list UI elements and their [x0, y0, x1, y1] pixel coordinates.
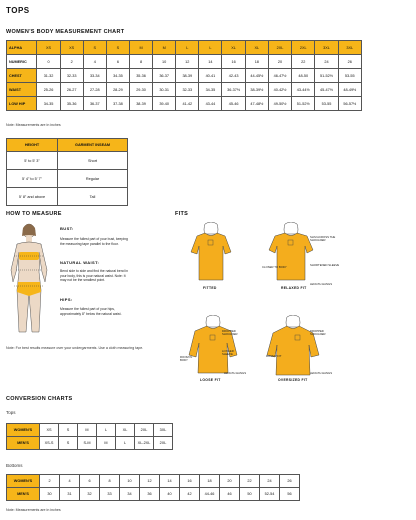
size-cell: 51-52½ [315, 69, 338, 83]
conversion-title: CONVERSION CHARTS [6, 396, 73, 402]
fitted-shirt-figure [185, 222, 237, 284]
waist-title: NATURAL WAIST: [60, 260, 100, 265]
conversion-row-label: WOMEN'S [7, 424, 40, 437]
size-cell: 42-43 [222, 69, 245, 83]
inseam-header-inseam: GARMENT INSEAM [58, 139, 128, 152]
size-cell: 46-47½ [268, 69, 291, 83]
conversion-cell: 52-54 [260, 488, 280, 501]
bust-text: Measure the fullest part of your bust, keeping the measuring tape parallel to the floor. [60, 237, 128, 246]
loose-shirt-figure [185, 315, 241, 377]
conversion-cell: 56 [280, 488, 300, 501]
size-cell: 18 [245, 55, 268, 69]
callout-dropped-shoulder: DROPPED SHOULDER [222, 329, 238, 337]
conversion-cell: 2 [40, 475, 60, 488]
conversion-cell: 18 [200, 475, 220, 488]
size-cell: 48-50 [292, 69, 315, 83]
size-cell: 53-55 [338, 69, 361, 83]
conversion-cell: 14 [160, 475, 180, 488]
conversion-cell: 4 [60, 475, 80, 488]
inseam-length: Short [58, 152, 128, 170]
callout-length-hangs: LENGTH HANGS [310, 282, 333, 286]
oversized-shirt-figure [265, 315, 321, 377]
conversion-cell: 24 [260, 475, 280, 488]
size-cell: 47-48½ [245, 97, 268, 111]
inseam-height: 5' 4" to 5' 7" [7, 170, 58, 188]
size-cell: 45-46 [222, 97, 245, 111]
conversion-row-label: MEN'S [7, 437, 40, 450]
size-cell: 35-36 [129, 69, 152, 83]
size-cell: 34-35 [106, 69, 129, 83]
inseam-header-height: HEIGHT [7, 139, 58, 152]
size-cell: XL [222, 41, 245, 55]
size-cell: 31-32 [37, 69, 60, 83]
conversion-cell: XS [40, 424, 59, 437]
size-cell: 38-39 [176, 69, 199, 83]
inseam-length: Regular [58, 170, 128, 188]
size-row [7, 83, 362, 97]
conversion-cell: 44-46 [200, 488, 220, 501]
conversion-cell: 6 [80, 475, 100, 488]
size-row-label: CHEST [7, 69, 37, 83]
conversion-row-label: WOMEN'S [7, 475, 40, 488]
size-cell: 33-34 [83, 69, 106, 83]
bottoms-conversion-table [6, 474, 300, 501]
size-cell: 6 [106, 55, 129, 69]
conversion-cell: 16 [180, 475, 200, 488]
fit-label-fitted: FITTED [203, 286, 217, 290]
size-cell: 36-37 [153, 69, 176, 83]
inseam-length: Tall [58, 188, 128, 206]
conversion-row [7, 488, 300, 501]
size-cell: 25-26 [37, 83, 60, 97]
how-to-measure-title: HOW TO MEASURE [6, 211, 62, 217]
conversion-row-label: MEN'S [7, 488, 40, 501]
size-cell: 32-33 [176, 83, 199, 97]
conversion-note: Note: Measurements are in inches [6, 508, 61, 512]
size-cell: 32-33 [60, 69, 83, 83]
conversion-cell: 50 [240, 488, 260, 501]
conversion-cell: 20 [220, 475, 240, 488]
size-cell: 14 [199, 55, 222, 69]
size-cell: 2XL [268, 41, 291, 55]
callout-dropped-shoulder: DROPPED SHOULDER [310, 329, 326, 337]
size-row [7, 55, 362, 69]
size-cell: 28-29 [106, 83, 129, 97]
size-table [6, 40, 362, 111]
conversion-cell: 42 [180, 488, 200, 501]
size-cell: 48-49½ [338, 83, 361, 97]
size-cell: 44-45½ [245, 69, 268, 83]
size-cell: 53-55 [315, 97, 338, 111]
size-cell: 45-47½ [315, 83, 338, 97]
size-row [7, 69, 362, 83]
size-cell: 34-35 [199, 83, 222, 97]
conversion-row [7, 475, 300, 488]
page-title: TOPS [6, 6, 30, 15]
hips-text: Measure the fullest part of your hips, approximately 8" below the natural waist. [60, 307, 122, 316]
size-cell: 43-44½ [292, 83, 315, 97]
size-cell: 22 [292, 55, 315, 69]
conversion-cell: M [97, 437, 116, 450]
bottoms-label: Bottoms [6, 463, 23, 468]
conversion-cell: L [97, 424, 116, 437]
conversion-cell: S-M [78, 437, 97, 450]
size-row-label: NUMERIC [7, 55, 37, 69]
size-cell: 34-35 [37, 97, 60, 111]
size-cell: 24 [315, 55, 338, 69]
callout-roomy-fit: ROOMY FIT [266, 354, 282, 358]
conversion-cell: M [78, 424, 97, 437]
conversion-cell: 8 [100, 475, 120, 488]
size-row-label: LOW HIP [7, 97, 37, 111]
size-cell: 37-38 [106, 97, 129, 111]
conversion-cell: L [116, 437, 135, 450]
size-cell: 27-28 [83, 83, 106, 97]
size-cell: 16 [222, 55, 245, 69]
size-row [7, 41, 362, 55]
size-cell: 49-50½ [268, 97, 291, 111]
size-cell: S [83, 41, 106, 55]
size-row-label: WAIST [7, 83, 37, 97]
inseam-height: 5' to 5' 3" [7, 152, 58, 170]
conversion-cell: 34 [120, 488, 140, 501]
size-cell: XL [245, 41, 268, 55]
size-cell: 51-52½ [292, 97, 315, 111]
conversion-cell: 10 [120, 475, 140, 488]
size-cell: 35-36 [60, 97, 83, 111]
size-cell: S [106, 41, 129, 55]
bust-title: BUST: [60, 226, 74, 231]
size-cell: 2 [60, 55, 83, 69]
inseam-height: 5' 8" and above [7, 188, 58, 206]
size-cell: 36-37½ [222, 83, 245, 97]
conversion-cell: 30 [40, 488, 60, 501]
size-cell: 26-27 [60, 83, 83, 97]
conversion-cell: S [59, 424, 78, 437]
size-cell: L [176, 41, 199, 55]
size-cell: 40-41 [199, 69, 222, 83]
conversion-cell: 46 [220, 488, 240, 501]
size-cell: 26 [338, 55, 361, 69]
fit-label-oversized: OVERSIZED FIT [278, 378, 308, 382]
conversion-cell: 26 [280, 475, 300, 488]
size-cell: 20 [268, 55, 291, 69]
hips-title: HIPS: [60, 297, 73, 302]
callout-slim-shoulder: SLIM ACROSS THE SHOULDER [310, 235, 336, 243]
conversion-cell: XS-S [40, 437, 59, 450]
size-cell: M [129, 41, 152, 55]
size-cell: 56-57½ [338, 97, 361, 111]
relaxed-shirt-figure [263, 222, 319, 284]
conversion-cell: 12 [140, 475, 160, 488]
size-cell: 8 [129, 55, 152, 69]
size-cell: 29-30 [129, 83, 152, 97]
conversion-cell: 40 [160, 488, 180, 501]
chart-title: WOMEN'S BODY MEASUREMENT CHART [6, 29, 125, 35]
conversion-cell: 2XL [135, 424, 154, 437]
conversion-cell: 36 [140, 488, 160, 501]
callout-shortened-sleeve: SHORTENED SLEEVE [310, 263, 340, 267]
size-row [7, 97, 362, 111]
size-cell: 3XL [338, 41, 361, 55]
size-cell: 3XL [315, 41, 338, 55]
callout-room-body: ROOM IN BODY [180, 355, 193, 363]
tops-label: Tops [6, 410, 16, 415]
callout-length-hangs: LENGTH HANGS [224, 371, 247, 375]
waist-text: Bend side to side and find the natural bend in your body, this is your natural waist. Note: It may not be the smallest point. [60, 269, 129, 283]
size-cell: 2XL [292, 41, 315, 55]
size-cell: 38-39½ [245, 83, 268, 97]
callout-length-hangs: LENGTH HANGS [310, 371, 333, 375]
size-cell: 0 [37, 55, 60, 69]
conversion-row [7, 437, 173, 450]
conversion-cell: 33 [100, 488, 120, 501]
conversion-cell: 32 [80, 488, 100, 501]
conversion-cell: XL-2XL [135, 437, 154, 450]
conversion-row [7, 424, 173, 437]
size-cell: 43-44 [199, 97, 222, 111]
size-note: Note: Measurements are in inches [6, 123, 61, 127]
size-cell: 10 [153, 55, 176, 69]
size-cell: M [153, 41, 176, 55]
size-cell: 4 [83, 55, 106, 69]
conversion-cell: 3XL [154, 424, 173, 437]
conversion-cell: XL [116, 424, 135, 437]
size-cell: 12 [176, 55, 199, 69]
size-cell: 38-39 [129, 97, 152, 111]
size-cell: XS [60, 41, 83, 55]
callout-longer-sleeve: LONGER SLEEVE [222, 349, 234, 357]
size-cell: XS [37, 41, 60, 55]
size-cell: 40-42½ [268, 83, 291, 97]
conversion-cell: S [59, 437, 78, 450]
inseam-table [6, 138, 128, 206]
size-cell: 36-37 [83, 97, 106, 111]
fit-label-relaxed: RELAXED FIT [281, 286, 307, 290]
size-cell: 41-42 [176, 97, 199, 111]
size-cell: L [199, 41, 222, 55]
size-cell: 30-31 [153, 83, 176, 97]
fit-label-loose: LOOSE FIT [200, 378, 221, 382]
fits-title: FITS [175, 211, 189, 217]
body-figure [8, 222, 50, 340]
callout-closer-body: CLOSER TO BODY [262, 265, 287, 269]
conversion-cell: 2XL [154, 437, 173, 450]
size-cell: 39-40 [153, 97, 176, 111]
conversion-cell: 31 [60, 488, 80, 501]
conversion-cell: 22 [240, 475, 260, 488]
tops-conversion-table [6, 423, 173, 450]
measure-note: Note: For best results measure over your undergarments. Use a cloth measuring tape. [6, 346, 144, 350]
size-row-label: ALPHA [7, 41, 37, 55]
